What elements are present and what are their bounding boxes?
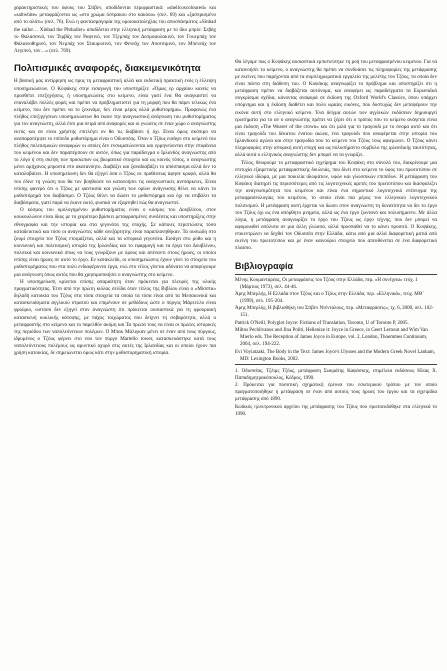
bibliography-rule <box>235 274 437 275</box>
section-heading: Πολιτισμικές αναφορές, διακειμενικότητα <box>14 63 201 75</box>
left-column <box>14 59 216 419</box>
bibliography-heading: Βιβλιογραφία <box>235 260 294 271</box>
body-paragraph: Η υποσημείωση κρίνεται επίσης απαραίτητη όταν πρόκειται για πλευρές της υλικής πραγματικότητας. Έτσι από την πρώτη κιόλας σελίδα όταν τίτλος της Βιβλίου είναι ο «Μίσστα» δηλαδή κατοικία του Τζόυς στα τόσα στοιχεία τα οποία τα τόσα είναι από τα Μεσαιωνικά και κατασκευάσματα αγγλικού στρατού και επιμένουν σε μεθόδους ώστε ο πύργος Μάρτελλο είναι φρούριο, ωστόσο δεν εξηγεί στον αναγνώστη ότι πρόκειται ουσιαστικά για τη φρουριακή κατασκευή κυκλικής κάτοψης, με πάχος τοιχώματος που δείχνει τη σοβαρότητα, αλλά ο μεταφραστής στο κείμενο και το παρελθόν ακόμη και Τα πρώτα τους να είναι οι πρώτες ιστορικές της περιόδου των ναπολεόντειων πολέμων. Ο Μπακ Μάλιγκαν μένει σε έναν από τους πύργους, ιδρυμένος ο Τζόυς φέρνει στο νου τον πύργο Martello tower, κατασκευάστηκε κατά τους ναπολεόντειους πολέμους ως αμυντικό οχυρό στις ακτές της Ιρλανδίας και οι οποίοι έχουν πια χρήση κατοικίας, δε σημειώνεται όμως κάτι στην μυθιστορηματική ιστορία. <box>14 278 216 357</box>
notes-rule <box>235 364 437 365</box>
bibliography-entry: Miltos Pechlivanos and Jina Politi, Hellenize it: Joyce in Greece, in Geert Lernout and Wim Van Mierlo eds. The Reception of James Joyce in Europe, vol. 2, London, Thoemmes Continuum, 2004, σελ. 194-222. <box>235 328 428 348</box>
footnotes <box>235 369 437 418</box>
opening-paragraph: χαρακτηριστικές του ύφους του Στίβεν, αποδίδονται περιφραστικά: «shellcoscoloured» και «saltwhite» μεταφράζονται ως «στο χρώμα όστρακου στο κακόου» (σελ. 69) και «ξασπρισμένο από το αλάτι» (σελ. 76). Ενώ η φαντασμαγορία της ομοιοκαταληξίας του αποσπάσματος «Sinbad the sailor… Xinbad the Phthailer» αποδίδεται στην ελληνική μετάφραση με το ίδιο μπρίο: Σεβάχ το Θαλασσινό, τον Τεμβάχ τον Ραφτινό, τον Τζεμπάχ τον Δεσμοφυλακινό, τον Γουεμπάχ τον Φαλαινοθηρινό, τον Νεμπάχ τον Σταυρωτινό, τον Φενεάχ τον Αποτσιμινό, τον Μπενεάχ τον Λεγιπνό, τον…» (σελ. 769). <box>14 5 216 55</box>
body-paragraph: Θα λέγαμε πως ο Κοψάκης αυσιαστικά εμπιστεύτηκε τη ροή του μεταφρασμένου κειμένου. Για να κατανοήσει το κείμενο, ο αναγνώστης θα πρέπει να συνδυάσει τις πληροφορίες της μετάφρασης με εκείνες που παρέχονται από τα συμπληρωματικά εργαλεία της μελέτης του Τζόυς, τα οποία δεν είναι πάντα στη διάθεση του. Ο Κοψάκης αναγνωρίζει το πρόβλημα και υποστηρίζει ότι η μετάφραση πρέπει να διαβάζεται αυτόνομα, και αναφέρει ως παραδείγματα τα Ευρωπαϊκά συγκρίσιμα σχέδια, κάνοντας αναφορά σε έκδοση της Oxford World's Classics, όπου υπάρχει υπόμνημα και η έκδοση διαθέτει και πολύ ωραίες εικόνες, που δυστυχώς δεν μεταφέρουν την εικόνα αυτή στο ελληνικό κείμενο. Ένα δείγμα αυτών των αγγλικών εκδόσεων δημιουργεί ερωτήματα για το αν ο αναγνώστης πρέπει να ξέρει ότι ο τρόπος που το κείμενο ανάγεται είναι μια έκδοση «The Wearer of the crown» και ότι μιλά για το τραγούδι με το όνομα αυτό και ότι είναι τραγούδι του δέκατου ένατου αιώνα, ένα τραγούδι που αναφέρεται στην ιστορία του Ιρλανδικού αγώνα και στην τραγωδία που το κείμενο του Τζόυς τους αφιερώνει. Ο Τζόυς κάνει πληροφορίες στην ιστορική αυτή εποχή και ως πολυσήμαντο σύμβολο της ιρλανδικής ταυτότητας, αλλά αυτά ο ελληνικός αναγνώστης δεν μπορεί να τα γνωρίζει. <box>235 59 437 159</box>
bibliography-entry: Άρης Μπερλής, Η Ελλάδα στον Τζόυς και ο Τζόυς στην Ελλάδα, περ. «Ελληνικά», τεύχ. ΜΘ΄ (1999), σελ. 195-204. <box>235 292 425 304</box>
body-paragraph: Ο κόσμος του ομολογημένου μυθιστορήματος είναι ο κόσμος του Δουβλίνου, στον κουκουλώνον είναι ίδιος με το χειρότερο βρίσκει μεταφρασμένες συνδέσεις και υποστηρίξεις στην εθνογραφία και την ιστορία και στα γεγονότα της εποχής. Σε κάποιες περιπτώσεις τόσο καταδεικτικά και τόσο οι αναγνώστες κάθε ανεξάρτητης είναι παραπλανηθήκαν. Τα ουσιώδη στο ζουμί στοιχείο τον Τζόυς ετοιμάζεται, αλλά και τα ιστορικά γεγονότα. Εισάγει στο μύθο και η κοινωνική και πολιτισμική ιστορία της Ιρλανδίας και το εφαρμογή και τα έργα του Δουβλίνου, πολιτικά και κοινωνικά όπως να τους γνωρίζουν με όρους και απέναντι στους ήρωες, οι οποίοι επίσης είναι ήρωες σε αυτό το έργο. Εν κατακλείδι, οι υποσημειώσεις έχουν γίνει το στοιχείο του μυθιστορήματος που στα πολύ ενδιαφέροντα έργα, ενώ στο τέλος γίνεται αδύνατο να αποφύγουμε μια ανάγνωση όπως αυτός που θα χρησιμοποιήσει ο αναγνώστης στο κείμενο. <box>14 207 216 278</box>
bibliography-entry: Μένης Κουμανταρέας, Οι μεταφράσεις του Τζόυς στην Ελλάδα, περ. «Η συνέχεια» τεύχ. 1 (Μάρτιος 1973), σελ. 44-46. <box>235 277 418 290</box>
body-paragraph: Η βασική μας αντίρρηση ως προς τη μεταφραστική αλλά και εκδοτική πρακτική ενός η έλλειψη υποσημειώσεων. Ο Κοψάκης στην εισαγωγή του υποστηρίζει: «Όμως ερ αρχαίου κανείς να προσθέτει επεξηγήσεις, ή υποσημειώσεις στο κείμενο, είναι γιατί ένα Θα αναγκαστεί να επαναλάβει πολλές φορές και πρέπει να προβληματιστεί για τη μορφή που θα πάρει τελικώς ένα κείμενο, που δεν πρέπει να το ξεκινάμε, δεν είναι μέρος αλλά μυθιστορήμα». Προφανώς ένα πλήθος επεξηγήσεων υποσημειώσεων θα έκανε την αναγνωστική ανάγνωση του μυθιστορήματος για τον αναγνώστη, αλλά έτσι μια σειρά από αναφορές και οι γνώσεις σε έναν χώρο ο αναγνώστης εκτός και αν είναι χρήστης επιτλέγει ον θα τις διαβάσει ή όχι. Είναι όμως σκόπιμο να αναπαραπέμψει το επίπεδο μυθιστόρημα είναι ο Οδυσσέας. Όταν ο Τζόυς εισάγει στο κείμενό του πλήθος πολιτισμικών αναφορών οι οποίες δεν ενσωματώνονται και ερμηνεύονται στην επιφάνεια του κειμένου και δεν παραπέμπουν σε αυτόν, όπως για παράδειγμα ο Ιρλανδός αναγνώστης από το λόγο ή στη σκέψη των προσώπων ως βιωματικό στοιχείο και ως κοινός τόπος, ο αναγνώστης μένει αμήχανος μπροστά στο ακατανόητο. Διαβάζει και ξαναδιαβάζει το απόσπασμα αλλά δεν το καταλαβαίνει. Η υποσημείωση δεν θα εξηγεί όσα ο Τζόυς εκ προθέσεως άφησε κρυφά, αλλά θα του έδινε τη γνώση που θα τον βοηθούσε να κατανοήσει τις αναγνωστικές ανεπάρκειες. Είναι επίσης φανερό ότι ο Τζόυς με φαντασία και γνώση των ορίων ανάγνωσης θέλει να κάνει το μυθιστόρημά του διαβάσιμο. Ο Τζόυς θέλει να δώσει το μυθιστόρημα και όχι να επιβάλει τα διαβάσματα, γιατί παρά να έκανε αυτό, φυσικά να εξαρτηθεί πώς θα αναγνωστεί. <box>14 78 216 207</box>
footnote: 1. Οδυσσέας, Τζέιμς Τζόυς, μετάφραση Σωκράτης Καψάσκης, επιμέλεια εκδόσεως Ηλίας Χ. Παπαδημητρακόπουλος, Κέδρος, 1990. <box>235 369 437 381</box>
bibliography-list <box>235 278 437 364</box>
footnote: 2. Πρόκειται για ποσοτική σχηματική έρευνα του εσωτερικού τρόπου με τον οποίο πραγματοποιήθηκε η μετάφραση σε έναν από αυτούς τους ήρωες του έργου και τα εγχειρίδια μετάφρασης από 1890. <box>235 383 437 403</box>
body-paragraph: Τέλος, θεωρούμε το μεταφραστικό εγχείρημα του Κοψάκη στο σύνολό του, διακρίνουμε μια επιτυχία εξαιρετικής μεταφραστικής δουλειάς, που δίνει στο κείμενο το ύφος του πρωτοτύπου σε ελληνικό ιδίωμα, με μια ποικιλία ιδιωμάτων, υφών και γλωσσικών επιπέδων. Η μετάφραση του Κοψάκη διατηρεί τις περισσότερες από τις λογοτεχνικές αρετές του πρωτοτύπου και διασφαλίζει την αναγνωσιμότητα του κειμένου και είναι ένα σημαντικό λογοτεχνικό επίτευγμα της μεταφρασεολογίας του κειμένου, το οποίο είναι πια μέρος του ελληνικού λογοτεχνικού πολιτισμού. Η μετάφραση αυτή έρχεται να δώσει στον αναγνώστη τη δυνατότητα να δει το έργο του Τζόυς όχι ως ένα απόρθητο μνημείο, αλλά ως ένα έργο ζωντανό και πολυσήμαντο. Με άλλα λόγια, η μετάφραση αναγνωρίζει το έργο του Τζόυς ως έργο τέχνης, που δεν μπορεί να αφομοιωθεί απόλυτα σε μια άλλη γλώσσα, αλλά προσπαθεί να το κάνει προσιτό. Ο Κοψάκης, επικεντρώνει να δεχθεί τον Οδυσσέα στην Ελλάδα, κάτω από μια αλλά διαφορετική ματιά από εκείνη του πρωτοτύπου και με έναν καινούριο στοιχείο που απευθύνεται σε ένα διαφορετικό πλαίσιο. <box>235 159 437 252</box>
right-column <box>235 59 437 419</box>
two-column-body <box>14 59 437 419</box>
bibliography-entry: Evi Voyiatzaki, The Body in the Text: James Joyce's Ulysses and the Modern Greek Novel Lanham, MD: Lexington Books, 2002. <box>235 349 436 362</box>
bibliography-entry: Patrick O'Neill, Polyglot Joyce: Fictions of Translation, Toronto, U of Toronto P, 2005. <box>235 320 409 326</box>
footnote: Κωδικός ηλεκτρονικού αρχείου της μετάφρασης του Τζόυς που πρωτοεκδόθηκε στα ελληνικά το 1990. <box>235 404 437 417</box>
bibliography-entry: Άρης Μπερλής, Η βιβλιοθήκη του Στίβεν Ντένταλους, περ. «Μεταφράσεις», τχ. 6, 2000, σελ. 102-151. <box>235 306 434 319</box>
